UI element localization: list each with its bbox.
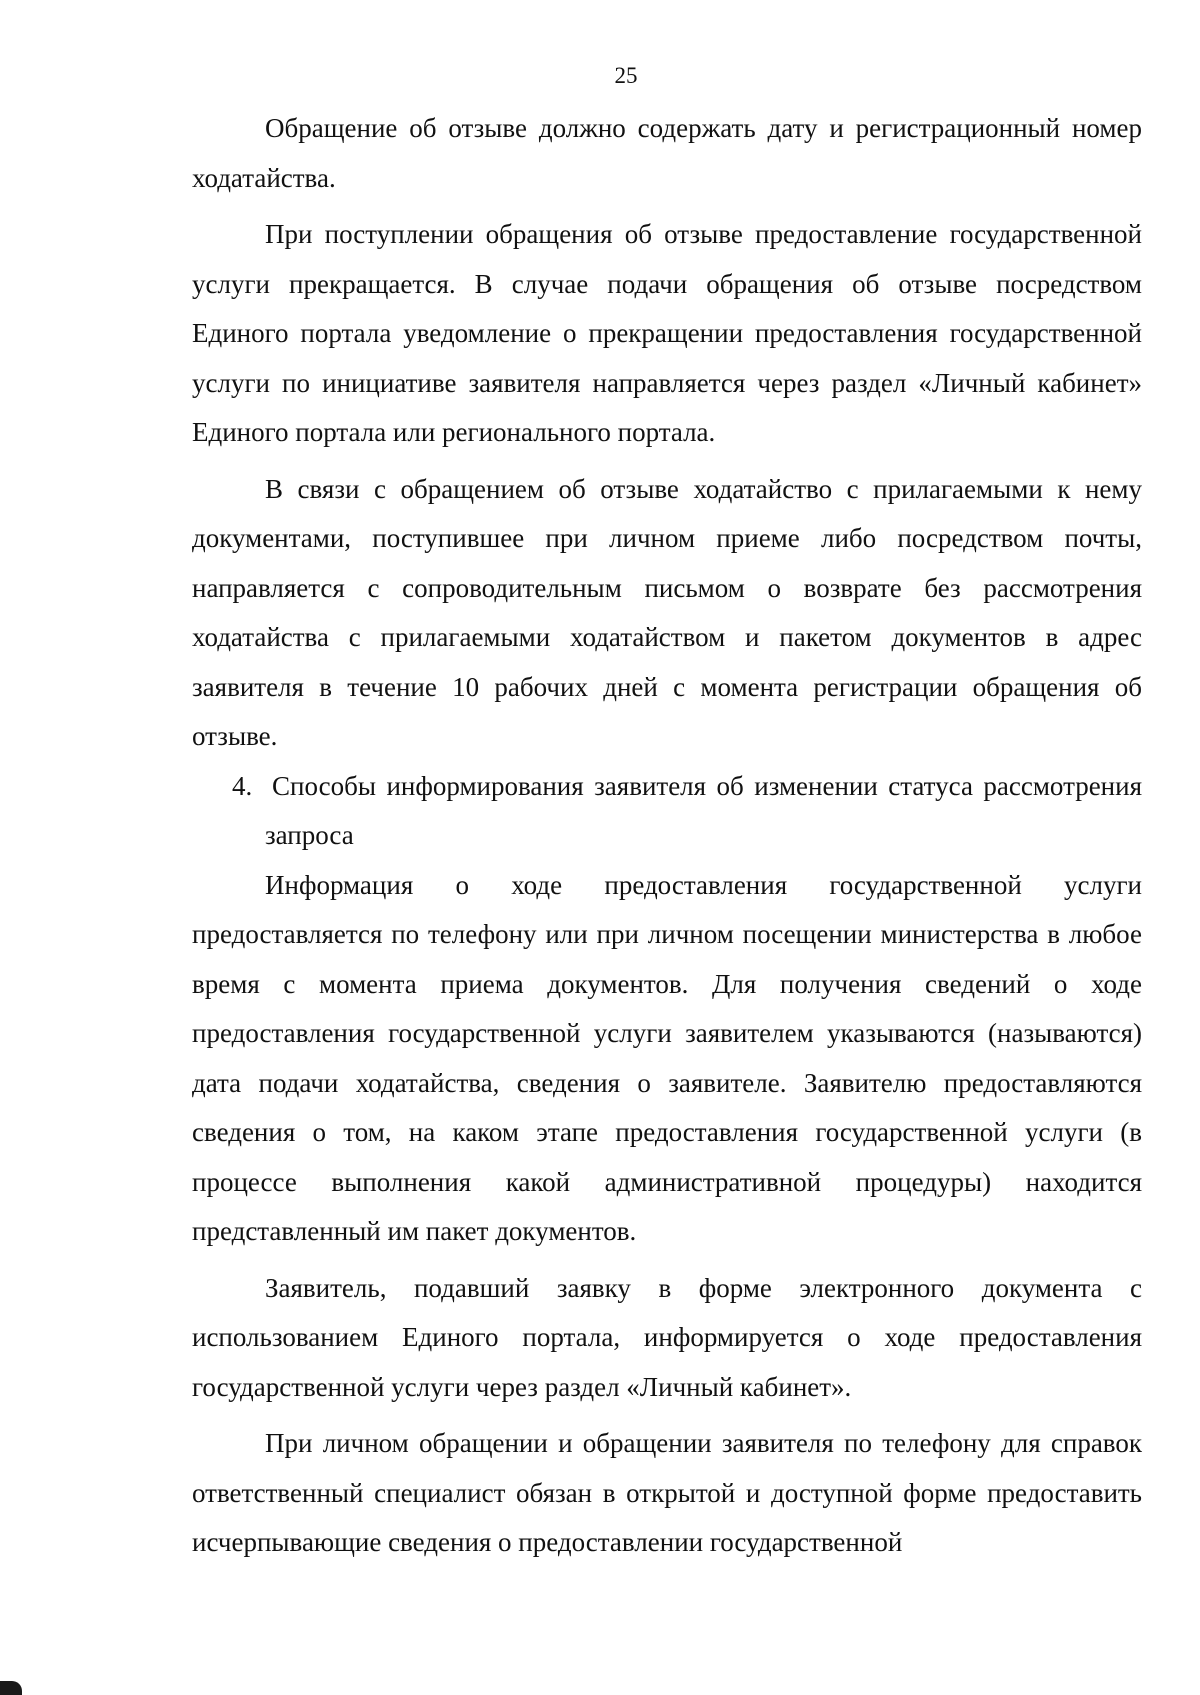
section-title: Способы информирования заявителя об изменении статуса рассмотрения запроса	[265, 770, 1142, 850]
paragraph-phone-information: При личном обращении и обращении заявителя по телефону для справок ответственный специалист обязан в открытой и доступной форме предоставить исчерпывающие сведения о предоставлении государственной	[192, 1428, 1142, 1557]
document-body	[192, 104, 1142, 1568]
page-number: 25	[614, 63, 638, 88]
section-heading	[232, 762, 1142, 861]
paragraph-status-information: Информация о ходе предоставления государственной услуги предоставляется по телефону или при личном посещении министерства в любое время с момента приема документов. Для получения сведений о ходе предоставления государственной услуги заявителем указываются (называются) дата подачи ходатайства, сведения о заявителе. Заявителю предоставляются сведения о том, на каком этапе предоставления государственной услуги (в процессе выполнения какой административной процедуры) находится представленный им пакет документов.	[192, 869, 1142, 1246]
scan-corner-mark	[0, 1681, 22, 1695]
section-number: 4.	[232, 770, 253, 801]
paragraph-withdrawal-return: В связи с обращением об отзыве ходатайство с прилагаемыми к нему документами, поступившее при личном приеме либо посредством почты, направляется с сопроводительным письмом о возврате без рассмотрения ходатайства с прилагаемыми ходатайством и пакетом документов в адрес заявителя в течение 10 рабочих дней с момента регистрации обращения об отзыве.	[192, 473, 1142, 751]
paragraph-withdrawal-content: Обращение об отзыве должно содержать дату и регистрационный номер ходатайства.	[192, 113, 1142, 193]
paragraph-portal-information: Заявитель, подавший заявку в форме электронного документа с использованием Единого портала, информируется о ходе предоставления государственной услуги через раздел «Личный кабинет».	[192, 1272, 1142, 1402]
paragraph-withdrawal-termination: При поступлении обращения об отзыве предоставление государственной услуги прекращается. В случае подачи обращения об отзыве посредством Единого портала уведомление о прекращении предоставления государственной услуги по инициативе заявителя направляется через раздел «Личный кабинет» Единого портала или регионального портала.	[192, 219, 1142, 447]
